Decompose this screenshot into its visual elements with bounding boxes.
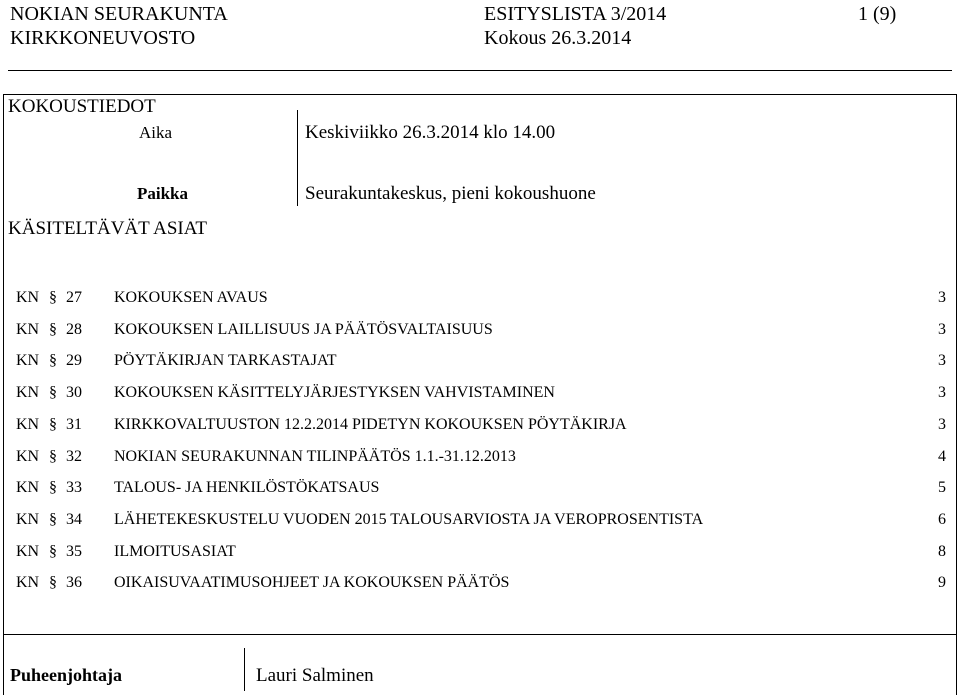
chair-name: Lauri Salminen — [256, 665, 374, 686]
agenda-item-number: 27 — [66, 289, 82, 306]
agenda-item-title: TALOUS- JA HENKILÖSTÖKATSAUS — [114, 479, 380, 497]
time-label: Aika — [139, 123, 173, 142]
agenda-item-number: 34 — [66, 510, 82, 528]
agenda-item-page: 3 — [938, 289, 946, 306]
agenda-item — [16, 445, 946, 469]
agenda-item — [16, 349, 946, 373]
place-label: Paikka — [137, 184, 189, 203]
agenda-item-page: 4 — [938, 447, 946, 465]
agenda-item-title: NOKIAN SEURAKUNNAN TILINPÄÄTÖS 1.1.-31.12.2013 — [114, 447, 516, 465]
section-sign: § — [49, 510, 57, 528]
agenda-item-page: 6 — [938, 510, 946, 528]
agenda-item-page: 3 — [938, 384, 946, 402]
agenda-item-page: 3 — [938, 352, 946, 370]
section-sign: § — [49, 320, 57, 338]
agenda-item-title: OIKAISUVAATIMUSOHJEET JA KOKOUKSEN PÄÄTÖS — [114, 574, 510, 592]
agenda-item-title: KOKOUKSEN AVAUS — [114, 289, 268, 306]
agenda-item-number: 30 — [66, 384, 82, 402]
agenda-item-prefix: KN — [16, 415, 40, 433]
agenda-item-page: 3 — [938, 415, 946, 433]
agenda-item — [16, 476, 946, 500]
footer-divider — [244, 648, 245, 691]
agenda-item-title: ILMOITUSASIAT — [114, 542, 236, 560]
section-sign: § — [49, 447, 57, 465]
agenda-item-number: 36 — [66, 574, 82, 592]
section-sign: § — [49, 574, 57, 592]
agenda-item-title: PÖYTÄKIRJAN TARKASTAJAT — [114, 352, 337, 370]
section-sign: § — [49, 542, 57, 560]
agenda-item-prefix: KN — [16, 447, 40, 465]
agenda-item-prefix: KN — [16, 320, 40, 338]
agenda-item-title: KOKOUKSEN LAILLISUUS JA PÄÄTÖSVALTAISUUS — [114, 320, 493, 338]
agenda-item-page: 5 — [938, 479, 946, 497]
agenda-item-number: 29 — [66, 352, 82, 370]
agenda-item-number: 35 — [66, 542, 82, 560]
agenda-item-prefix: KN — [16, 574, 40, 592]
agenda-item-page: 3 — [938, 320, 946, 338]
header-rule — [8, 70, 952, 71]
agenda-item — [16, 286, 946, 310]
agenda-item — [16, 571, 946, 595]
agenda-item-number: 28 — [66, 320, 82, 338]
section-sign: § — [49, 289, 57, 306]
chair-label: Puheenjohtaja — [10, 665, 122, 685]
agenda-item — [16, 381, 946, 405]
agenda-item-prefix: KN — [16, 384, 40, 402]
agenda-item-number: 33 — [66, 479, 82, 497]
agenda-item-number: 32 — [66, 447, 82, 465]
agenda-item-page: 8 — [938, 542, 946, 560]
agenda-item-prefix: KN — [16, 479, 40, 497]
agenda-item-number: 31 — [66, 415, 82, 433]
agenda-item — [16, 413, 946, 437]
section-sign: § — [49, 479, 57, 497]
agenda-item-prefix: KN — [16, 352, 40, 370]
section-sign: § — [49, 415, 57, 433]
body-name: KIRKKONEUVOSTO — [10, 27, 196, 49]
time-value: Keskiviikko 26.3.2014 klo 14.00 — [305, 122, 556, 143]
meeting-date: Kokous 26.3.2014 — [484, 27, 632, 49]
agenda-item-title: KOKOUKSEN KÄSITTELYJÄRJESTYKSEN VAHVISTAMINEN — [114, 384, 555, 402]
footer-separator — [3, 634, 957, 635]
agenda-heading: KÄSITELTÄVÄT ASIAT — [8, 218, 207, 239]
place-value: Seurakuntakeskus, pieni kokoushuone — [305, 183, 596, 204]
info-divider — [297, 110, 298, 206]
document-title: ESITYSLISTA 3/2014 — [484, 3, 667, 25]
agenda-item-page: 9 — [938, 574, 946, 592]
organization-name: NOKIAN SEURAKUNTA — [10, 3, 228, 25]
agenda-item-prefix: KN — [16, 289, 40, 306]
section-sign: § — [49, 352, 57, 370]
section-sign: § — [49, 384, 57, 402]
agenda-item — [16, 508, 946, 532]
agenda-item — [16, 318, 946, 342]
agenda-item-title: KIRKKOVALTUUSTON 12.2.2014 PIDETYN KOKOUKSEN PÖYTÄKIRJA — [114, 415, 627, 433]
agenda-item-title: LÄHETEKESKUSTELU VUODEN 2015 TALOUSARVIOSTA JA VEROPROSENTISTA — [114, 510, 704, 528]
page-indicator: 1 (9) — [858, 3, 897, 25]
agenda-item-prefix: KN — [16, 542, 40, 560]
meeting-info-heading: KOKOUSTIEDOT — [8, 96, 156, 117]
agenda-item — [16, 540, 946, 564]
agenda-item-prefix: KN — [16, 510, 40, 528]
